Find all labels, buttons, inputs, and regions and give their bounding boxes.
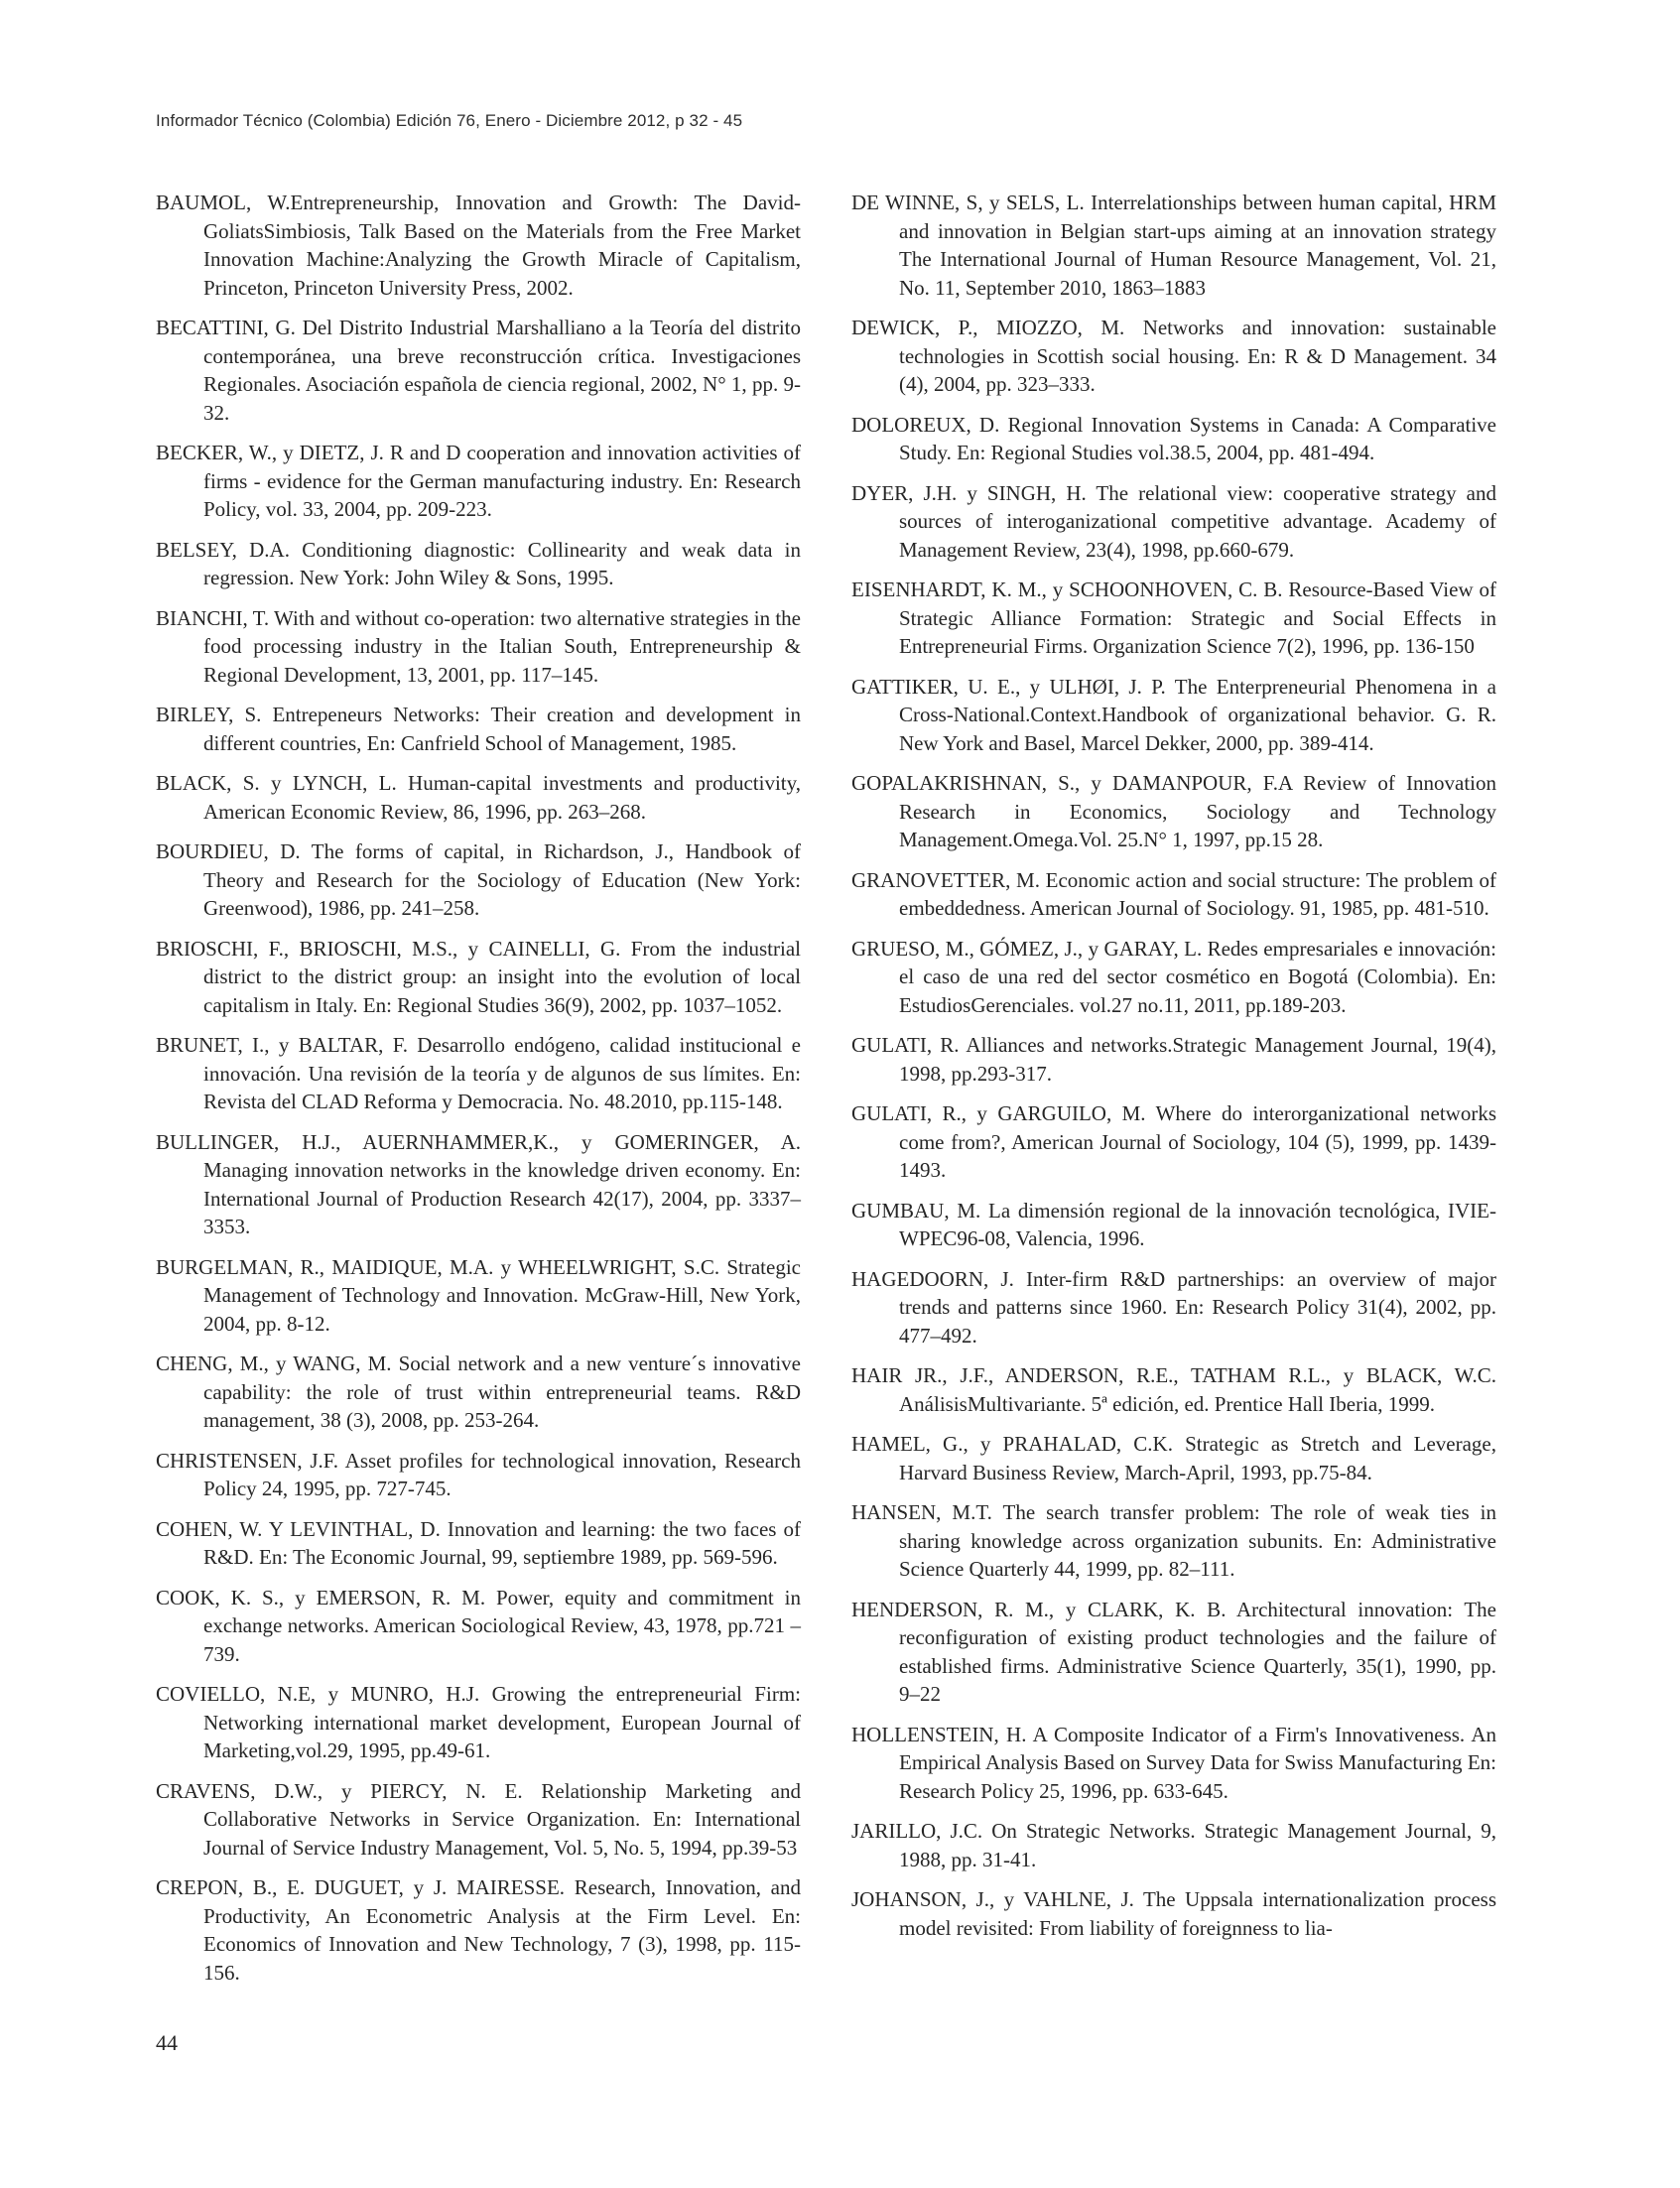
- reference-entry: DOLOREUX, D. Regional Innovation Systems in Canada: A Comparative Study. En: Regional Studies vol.38.5, 2004, pp. 481-494.: [851, 412, 1496, 464]
- reference-entry: HOLLENSTEIN, H. A Composite Indicator of a Firm's Innovativeness. An Empirical Analysis Based on Survey Data for Swiss Manufacturing En: Research Policy 25, 1996, pp. 633-645.: [851, 1722, 1496, 1803]
- reference-entry: HAMEL, G., y PRAHALAD, C.K. Strategic as Stretch and Leverage, Harvard Business Review, March-April, 1993, pp.75-84.: [851, 1432, 1496, 1484]
- reference-entry: BURGELMAN, R., MAIDIQUE, M.A. y WHEELWRIGHT, S.C. Strategic Management of Technology and Innovation. McGraw-Hill, New York, 2004, pp. 8-12.: [156, 1254, 801, 1336]
- reference-entry: HENDERSON, R. M., y CLARK, K. B. Architectural innovation: The reconfiguration of existing product technologies and the failure of established firms. Administrative Science Quarterly, 35(1), 1990, pp. 9–22: [851, 1597, 1496, 1706]
- reference-entry: BRUNET, I., y BALTAR, F. Desarrollo endógeno, calidad institucional e innovación. Una revisión de la teoría y de algunos de sus límites. En: Revista del CLAD Reforma y Democracia. No. 48.2010, pp.115-148.: [156, 1033, 801, 1113]
- reference-entry: DE WINNE, S, y SELS, L. Interrelationships between human capital, HRM and innovation in Belgian start-ups aiming at an innovation strategy The International Journal of Human Resource Management, Vol. 21, No. 11, September 2010, 1863–1883: [851, 191, 1496, 300]
- references-right-column: [851, 189, 1496, 1954]
- page-number: 44: [156, 2030, 178, 2055]
- running-header: Informador Técnico (Colombia) Edición 76, Enero - Diciembre 2012, p 32 - 45: [156, 111, 743, 130]
- reference-entry: COOK, K. S., y EMERSON, R. M. Power, equity and commitment in exchange networks. American Sociological Review, 43, 1978, pp.721 – 739.: [156, 1585, 801, 1666]
- reference-entry: BECKER, W., y DIETZ, J. R and D cooperation and innovation activities of firms - evidence for the German manufacturing industry. En: Research Policy, vol. 33, 2004, pp. 209-223.: [156, 441, 801, 521]
- reference-entry: EISENHARDT, K. M., y SCHOONHOVEN, C. B. Resource-Based View of Strategic Alliance Formation: Strategic and Social Effects in Entrepreneurial Firms. Organization Science 7(2), 1996, pp. 136-150: [851, 578, 1496, 658]
- reference-entry: BULLINGER, H.J., AUERNHAMMER,K., y GOMERINGER, A. Managing innovation networks in the knowledge driven economy. En: International Journal of Production Research 42(17), 2004, pp. 3337–3353.: [156, 1129, 801, 1238]
- reference-entry: DEWICK, P., MIOZZO, M. Networks and innovation: sustainable technologies in Scottish social housing. En: R & D Management. 34 (4), 2004, pp. 323–333.: [851, 316, 1496, 396]
- reference-entry: CRAVENS, D.W., y PIERCY, N. E. Relationship Marketing and Collaborative Networks in Service Organization. En: International Journal of Service Industry Management, Vol. 5, No. 5, 1994, pp.39-53: [156, 1778, 801, 1860]
- reference-entry: COVIELLO, N.E, y MUNRO, H.J. Growing the entrepreneurial Firm: Networking international market development, European Journal of Marketing,vol.29, 1995, pp.49-61.: [156, 1682, 801, 1762]
- reference-entry: BIRLEY, S. Entrepeneurs Networks: Their creation and development in different countries, En: Canfrield School of Management, 1985.: [156, 703, 801, 755]
- reference-entry: DYER, J.H. y SINGH, H. The relational view: cooperative strategy and sources of interoganizational competitive advantage. Academy of Management Review, 23(4), 1998, pp.660-679.: [851, 480, 1496, 562]
- reference-entry: HAIR JR., J.F., ANDERSON, R.E., TATHAM R.L., y BLACK, W.C. AnálisisMultivariante. 5ª edición, ed. Prentice Hall Iberia, 1999.: [851, 1363, 1496, 1416]
- reference-entry: GATTIKER, U. E., y ULHØI, J. P. The Enterpreneurial Phenomena in a Cross-National.Context.Handbook of organizational behavior. G. R. New York and Basel, Marcel Dekker, 2000, pp. 389-414.: [851, 674, 1496, 755]
- reference-entry: GRANOVETTER, M. Economic action and social structure: The problem of embeddedness. American Journal of Sociology. 91, 1985, pp. 481-510.: [851, 867, 1496, 920]
- reference-entry: BRIOSCHI, F., BRIOSCHI, M.S., y CAINELLI, G. From the industrial district to the district group: an insight into the evolution of local capitalism in Italy. En: Regional Studies 36(9), 2002, pp. 1037–1052.: [156, 936, 801, 1017]
- reference-entry: CHRISTENSEN, J.F. Asset profiles for technological innovation, Research Policy 24, 1995, pp. 727-745.: [156, 1448, 801, 1500]
- reference-entry: JARILLO, J.C. On Strategic Networks. Strategic Management Journal, 9, 1988, pp. 31-41.: [851, 1819, 1496, 1871]
- reference-entry: BAUMOL, W.Entrepreneurship, Innovation and Growth: The David-GoliatsSimbiosis, Talk Based on the Materials from the Free Market Innovation Machine:Analyzing the Growth Miracle of Capitalism, Princeton, Princeton University Press, 2002.: [156, 191, 801, 300]
- reference-entry: COHEN, W. Y LEVINTHAL, D. Innovation and learning: the two faces of R&D. En: The Economic Journal, 99, septiembre 1989, pp. 569-596.: [156, 1516, 801, 1569]
- reference-entry: HANSEN, M.T. The search transfer problem: The role of weak ties in sharing knowledge across organization subunits. En: Administrative Science Quarterly 44, 1999, pp. 82–111.: [851, 1500, 1496, 1581]
- reference-entry: BOURDIEU, D. The forms of capital, in Richardson, J., Handbook of Theory and Research for the Sociology of Education (New York: Greenwood), 1986, pp. 241–258.: [156, 839, 801, 920]
- reference-entry: BECATTINI, G. Del Distrito Industrial Marshalliano a la Teoría del distrito contemporánea, una breve reconstrucción crítica. Investigaciones Regionales. Asociación española de ciencia regional, 2002, N° 1, pp. 9-32.: [156, 316, 801, 425]
- reference-entry: BIANCHI, T. With and without co-operation: two alternative strategies in the food processing industry in the Italian South, Entrepreneurship & Regional Development, 13, 2001, pp. 117–145.: [156, 605, 802, 687]
- reference-entry: GULATI, R., y GARGUILO, M. Where do interorganizational networks come from?, American Journal of Sociology, 104 (5), 1999, pp. 1439-1493.: [851, 1101, 1496, 1182]
- reference-entry: CREPON, B., E. DUGUET, y J. MAIRESSE. Research, Innovation, and Productivity, An Econometric Analysis at the Firm Level. En: Economics of Innovation and New Technology, 7 (3), 1998, pp. 115-156.: [156, 1875, 801, 1985]
- reference-entry: CHENG, M., y WANG, M. Social network and a new venture´s innovative capability: the role of trust within entrepreneurial teams. R&D management, 38 (3), 2008, pp. 253-264.: [156, 1351, 801, 1432]
- reference-entry: BLACK, S. y LYNCH, L. Human-capital investments and productivity, American Economic Review, 86, 1996, pp. 263–268.: [156, 771, 801, 824]
- references-left-column: [156, 189, 801, 1998]
- reference-entry: JOHANSON, J., y VAHLNE, J. The Uppsala internationalization process model revisited: From liability of foreignness to lia-: [851, 1887, 1496, 1940]
- reference-entry: GRUESO, M., GÓMEZ, J., y GARAY, L. Redes empresariales e innovación: el caso de una red del sector cosmético en Bogotá (Colombia). En: EstudiosGerenciales. vol.27 no.11, 2011, pp.189-203.: [851, 936, 1496, 1017]
- reference-entry: BELSEY, D.A. Conditioning diagnostic: Collinearity and weak data in regression. New York: John Wiley & Sons, 1995.: [156, 537, 801, 589]
- reference-entry: GOPALAKRISHNAN, S., y DAMANPOUR, F.A Review of Innovation Research in Economics, Sociology and Technology Management.Omega.Vol. 25.N° 1, 1997, pp.15 28.: [851, 771, 1496, 851]
- reference-entry: GULATI, R. Alliances and networks.Strategic Management Journal, 19(4), 1998, pp.293-317.: [851, 1033, 1496, 1086]
- reference-entry: GUMBAU, M. La dimensión regional de la innovación tecnológica, IVIE-WPEC96-08, Valencia, 1996.: [851, 1198, 1496, 1250]
- reference-entry: HAGEDOORN, J. Inter-firm R&D partnerships: an overview of major trends and patterns since 1960. En: Research Policy 31(4), 2002, pp. 477–492.: [851, 1266, 1496, 1348]
